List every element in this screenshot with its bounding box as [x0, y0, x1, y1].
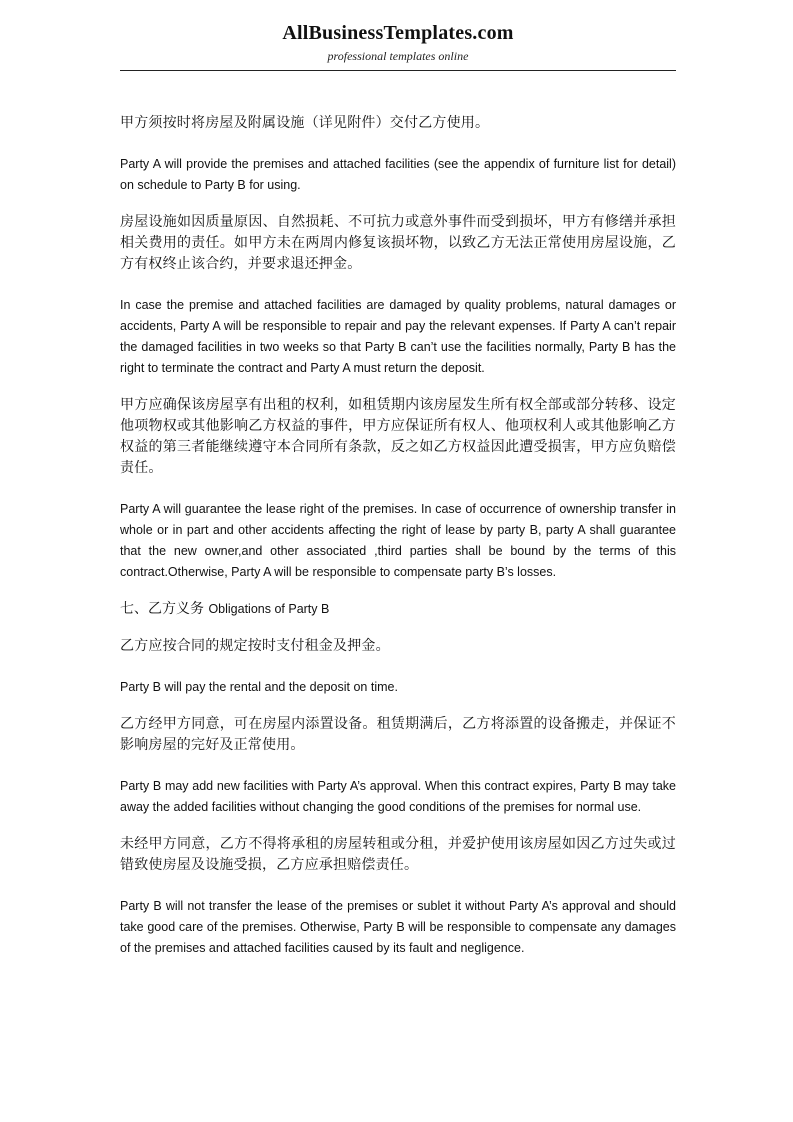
- paragraph-cn-5: 乙方经甲方同意，可在房屋内添置设备。租赁期满后，乙方将添置的设备搬走，并保证不影响房屋的完好及正常使用。: [120, 716, 676, 753]
- site-name: AllBusinessTemplates.com: [282, 22, 514, 44]
- paragraph-en-2: In case the premise and attached facilities are damaged by quality problems, natural damages or accidents, Party A will be responsible to repair and pay the relevant expenses. If Party A can’t repair the damaged facilities in two weeks so that Party B can’t use the facilities normally, Party B has the right to terminate the contract and Party A must return the deposit.: [120, 298, 676, 375]
- paragraph-cn-3: 甲方应确保该房屋享有出租的权利，如租赁期内该房屋发生所有权全部或部分转移、设定他项物权或其他影响乙方权益的事件，甲方应保证所有权人、他项权利人或其他影响乙方权益的第三者能继续遵守本合同所有条款，反之如乙方权益因此遭受损害，甲方应负赔偿责任。: [120, 397, 676, 476]
- paragraph-cn-4: 乙方应按合同的规定按时支付租金及押金。: [120, 638, 390, 654]
- section-heading-en: Obligations of Party B: [208, 602, 330, 616]
- page-header: [120, 20, 676, 64]
- paragraph-en-6: Party B will not transfer the lease of the premises or sublet it without Party A’s approval and should take good care of the premises. Otherwise, Party B will be responsible to compensate any damages of the premises and attached facilities caused by its fault and negligence.: [120, 899, 676, 955]
- paragraph-cn-1: 甲方须按时将房屋及附属设施（详见附件）交付乙方使用。: [120, 115, 490, 131]
- paragraph-cn-2: 房屋设施如因质量原因、自然损耗、不可抗力或意外事件而受到损坏，甲方有修缮并承担相关费用的责任。如甲方未在两周内修复该损坏物，以致乙方无法正常使用房屋设施，乙方有权终止该合约，并要求退还押金。: [120, 214, 676, 272]
- paragraph-en-5: Party B may add new facilities with Party A’s approval. When this contract expires, Party B may take away the added facilities without changing the good conditions of the premises for normal use.: [120, 779, 676, 814]
- document-body: [120, 113, 676, 959]
- section-heading-cn: 七、乙方义务: [120, 601, 204, 617]
- paragraph-en-4: Party B will pay the rental and the deposit on time.: [120, 680, 398, 694]
- paragraph-en-1: Party A will provide the premises and attached facilities (see the appendix of furniture list for detail) on schedule to Party B for using.: [120, 157, 676, 192]
- header-divider: [120, 70, 676, 71]
- paragraph-en-3: Party A will guarantee the lease right of the premises. In case of occurrence of ownership transfer in whole or in part and other accidents affecting the right of lease by party B, party A shall guarantee that the new owner,and other associated ,third parties shall be bound by the terms of this contract.Otherwise, Party A will be responsible to compensate party B’s losses.: [120, 502, 676, 579]
- section-heading: [120, 599, 676, 620]
- paragraph-cn-6: 未经甲方同意，乙方不得将承租的房屋转租或分租，并爱护使用该房屋如因乙方过失或过错致使房屋及设施受损，乙方应承担赔偿责任。: [120, 836, 676, 873]
- site-tagline: professional templates online: [327, 49, 469, 63]
